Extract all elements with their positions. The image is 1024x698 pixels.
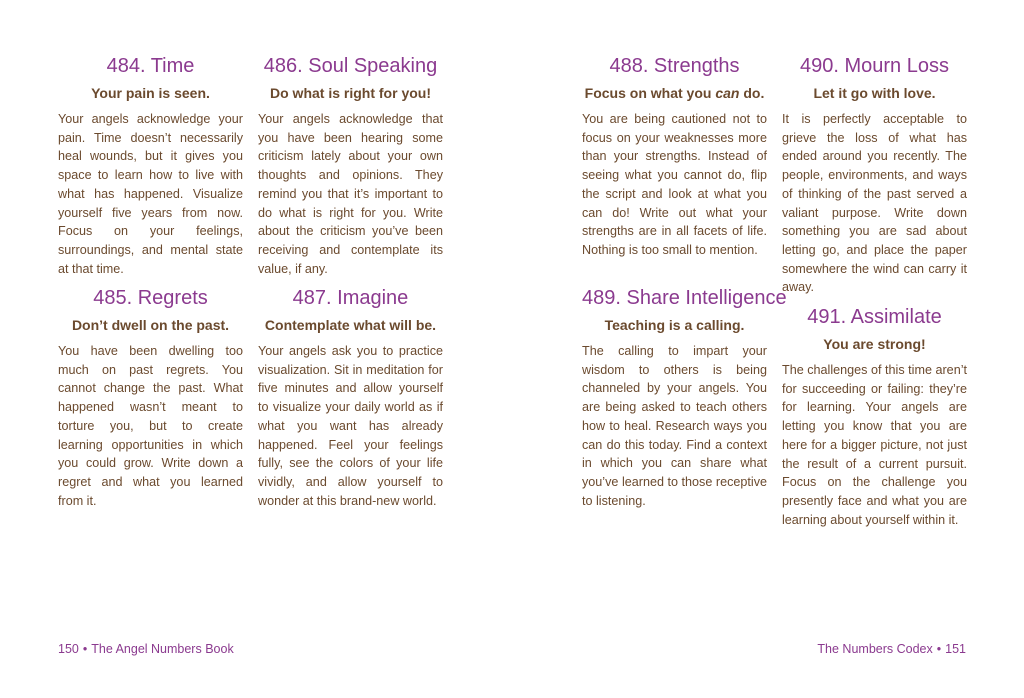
entry-body: Your angels acknowledge that you have been hearing some criticism lately about your own thoughts and opinions. They remind you that it’s important to do what is right for you. Write about the criticism you’ve been receiving and contemplate its value, if any.: [258, 112, 443, 276]
entry-body: You have been dwelling too much on past regrets. You cannot change the past. What happened wasn’t meant to torture you, but to create learning opportunities in which you could grow. Write down a regret and what you learned from it.: [58, 344, 243, 508]
entry-body: You are being cautioned not to focus on your weaknesses more than your strengths. Instead of seeing what you cannot do, flip the script and look at what you can do! Write out what your strengths are in all facets of life. Nothing is too small to mention.: [582, 112, 767, 257]
entry-subtitle: Do what is right for you!: [270, 85, 431, 101]
folio-separator: •: [936, 642, 942, 656]
entry-title: 486. Soul Speaking: [263, 55, 438, 77]
entry-title: 491. Assimilate: [807, 306, 942, 328]
entry-490: [782, 54, 967, 297]
entry-subtitle: Teaching is a calling.: [604, 317, 745, 333]
folio-separator: •: [82, 642, 88, 656]
entry-491: [782, 305, 967, 529]
entry-title: 484. Time: [106, 55, 195, 77]
entry-title: 485. Regrets: [93, 287, 208, 309]
page-number: 151: [945, 642, 966, 656]
subtitle-part: do.: [739, 85, 765, 101]
entry-body: Your angels acknowledge your pain. Time doesn’t necessarily heal wounds, but it gives you space to learn how to live with what has happened. Visualize yourself five years from now. Focus on your feelings, surroundings, and mental state at that time.: [58, 112, 243, 276]
right-page-folio: [817, 642, 966, 656]
entry-487: [258, 286, 443, 510]
entry-subtitle: Let it go with love.: [813, 85, 936, 101]
entry-486: [258, 54, 443, 278]
entry-subtitle: Don’t dwell on the past.: [71, 317, 230, 333]
subtitle-emphasis: can: [715, 85, 740, 101]
entry-subtitle: [582, 84, 767, 102]
entry-title: 490. Mourn Loss: [800, 55, 949, 77]
entry-subtitle: Contemplate what will be.: [264, 317, 437, 333]
entry-body: The calling to impart your wisdom to others is being channeled by your angels. You are being asked to teach others how to heal. Research ways you can do this today. Find a context in which you can share what you’ve learned to those receptive to listening.: [582, 344, 767, 508]
entry-485: [58, 286, 243, 510]
entry-title: 489. Share Intelligence: [582, 287, 787, 309]
left-page-folio: [58, 642, 234, 656]
entry-title: 487. Imagine: [292, 287, 409, 309]
entry-body: The challenges of this time aren’t for succeeding or failing: they’re for learning. Your angels are letting you know that you are here for a bigger picture, not just the result of a current pursuit. Focus on the challenge you presently face and what you are learning about yourself within it.: [782, 363, 967, 527]
page-number: 150: [58, 642, 79, 656]
entry-489: [582, 286, 787, 510]
entry-subtitle: You are strong!: [823, 336, 926, 352]
running-title: The Numbers Codex: [817, 642, 933, 656]
entry-488: [582, 54, 767, 260]
entry-title: 488. Strengths: [609, 55, 740, 77]
entry-body: It is perfectly acceptable to grieve the loss of what has ended around you recently. The people, environments, and ways of thinking of the past served a valiant purpose. Write down something you are sad about letting go, and place the paper somewhere the wind can carry it away.: [782, 112, 967, 295]
entry-484: [58, 54, 243, 278]
subtitle-part: Focus on what you: [584, 85, 716, 101]
running-title: The Angel Numbers Book: [91, 642, 234, 656]
entry-body: Your angels ask you to practice visualization. Sit in meditation for five minutes and allow yourself to visualize your daily world as if what you want has already happened. Feel your feelings fully, see the colors of your life vividly, and allow yourself to wonder at this brand-new world.: [258, 344, 443, 508]
entry-subtitle: Your pain is seen.: [91, 85, 210, 101]
